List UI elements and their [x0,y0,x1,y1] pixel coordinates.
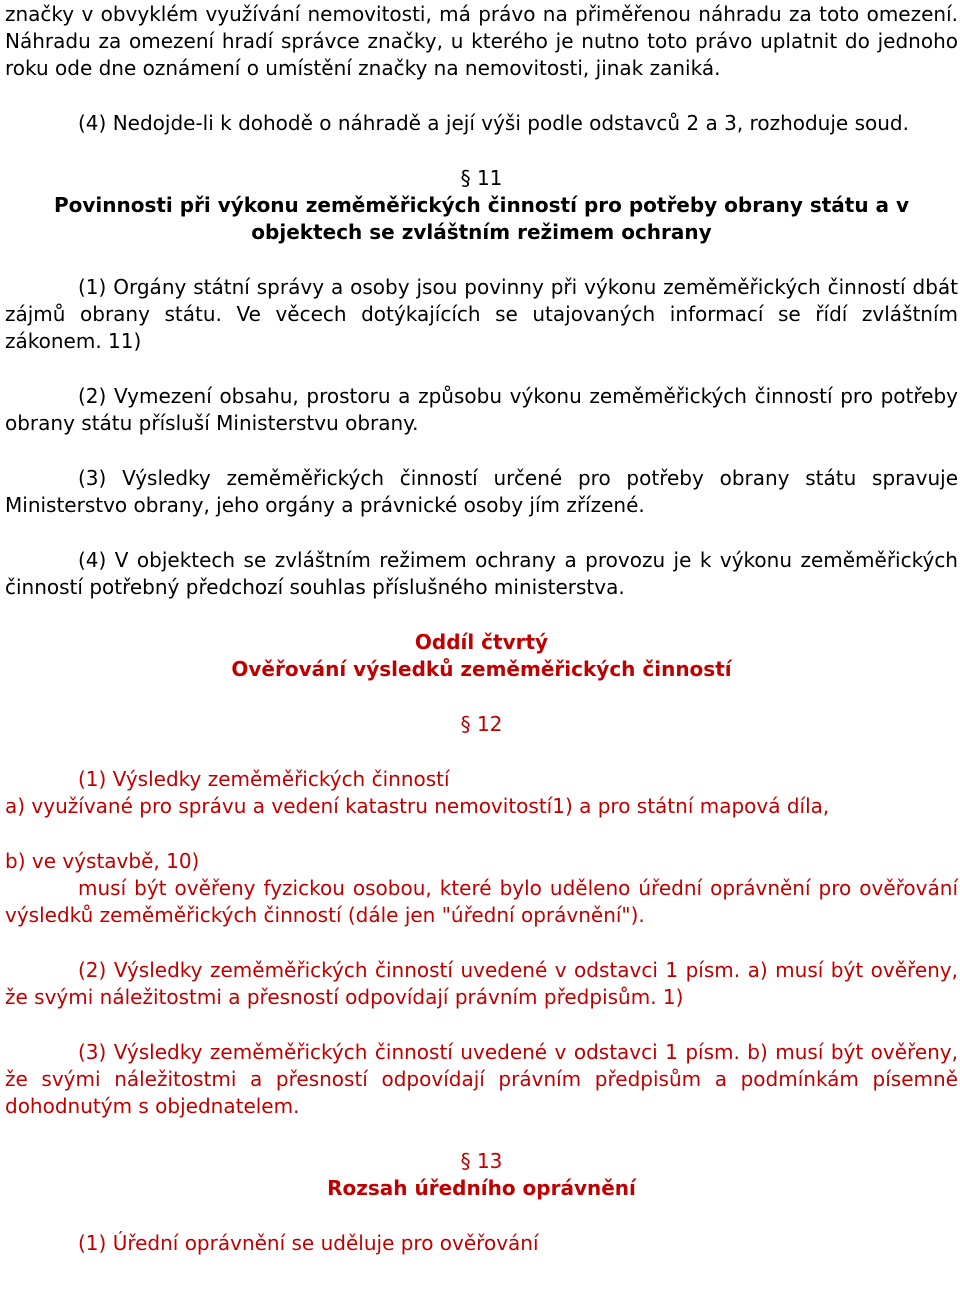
s11-paragraph-3: (3) Výsledky zeměměřických činností určené pro potřeby obrany státu spravuje Ministerstvo obrany, jeho orgány a právnické osoby jím zřízené. [5,466,958,517]
s12-item-b: b) ve výstavbě, 10) [5,849,200,873]
s12-paragraph-1-head: (1) Výsledky zeměměřických činností [78,767,450,791]
section-11-title: Povinnosti při výkonu zeměměřických činností pro potřeby obrany státu a v objektech se zvláštním režimem ochrany [53,193,910,244]
section-12-sign: § 12 [460,712,503,736]
s11-paragraph-4: (4) V objektech se zvláštním režimem ochrany a provozu je k výkonu zeměměřických činností potřebný předchozí souhlas příslušného ministerstva. [5,548,958,599]
s13-paragraph-1: (1) Úřední oprávnění se uděluje pro ověřování [78,1231,539,1255]
section-13-title: Rozsah úředního oprávnění [327,1176,636,1200]
division-title: Ověřování výsledků zeměměřických činností [231,657,732,681]
s12-paragraph-1-tail: musí být ověřeny fyzickou osobou, které bylo uděleno úřední oprávnění pro ověřování výsledků zeměměřických činností (dále jen "úřední oprávnění"). [5,876,958,927]
s12-paragraph-2: (2) Výsledky zeměměřických činností uvedené v odstavci 1 písm. a) musí být ověřeny, že svými náležitostmi a přesností odpovídají právním předpisům. 1) [5,958,958,1009]
intro-paragraph: značky v obvyklém využívání nemovitosti, má právo na přiměřenou náhradu za toto omezení. Náhradu za omezení hradí správce značky, u kterého je nutno toto právo uplatnit do jednoho roku ode dne oznámení o umístění značky na nemovitosti, jinak zaniká. [5,2,958,80]
section-13-sign: § 13 [460,1149,503,1173]
s12-paragraph-3: (3) Výsledky zeměměřických činností uvedené v odstavci 1 písm. b) musí být ověřeny, že svými náležitostmi a přesností odpovídají právním předpisům a podmínkám písemně dohodnutým s objednatelem. [5,1040,958,1118]
s10-paragraph-4: (4) Nedojde-li k dohodě o náhradě a její výši podle odstavců 2 a 3, rozhoduje soud. [78,111,909,135]
s11-paragraph-1: (1) Orgány státní správy a osoby jsou povinny při výkonu zeměměřických činností dbát zájmů obrany státu. Ve věcech dotýkajících se utajovaných informací se řídí zvláštním zákonem. 11) [5,275,958,353]
section-11-sign: § 11 [460,166,503,190]
document-page [5,0,958,1257]
division-label: Oddíl čtvrtý [414,630,549,654]
s12-item-a: a) využívané pro správu a vedení katastru nemovitostí1) a pro státní mapová díla, [5,794,830,818]
s11-paragraph-2: (2) Vymezení obsahu, prostoru a způsobu výkonu zeměměřických činností pro potřeby obrany státu přísluší Ministerstvu obrany. [5,384,958,435]
